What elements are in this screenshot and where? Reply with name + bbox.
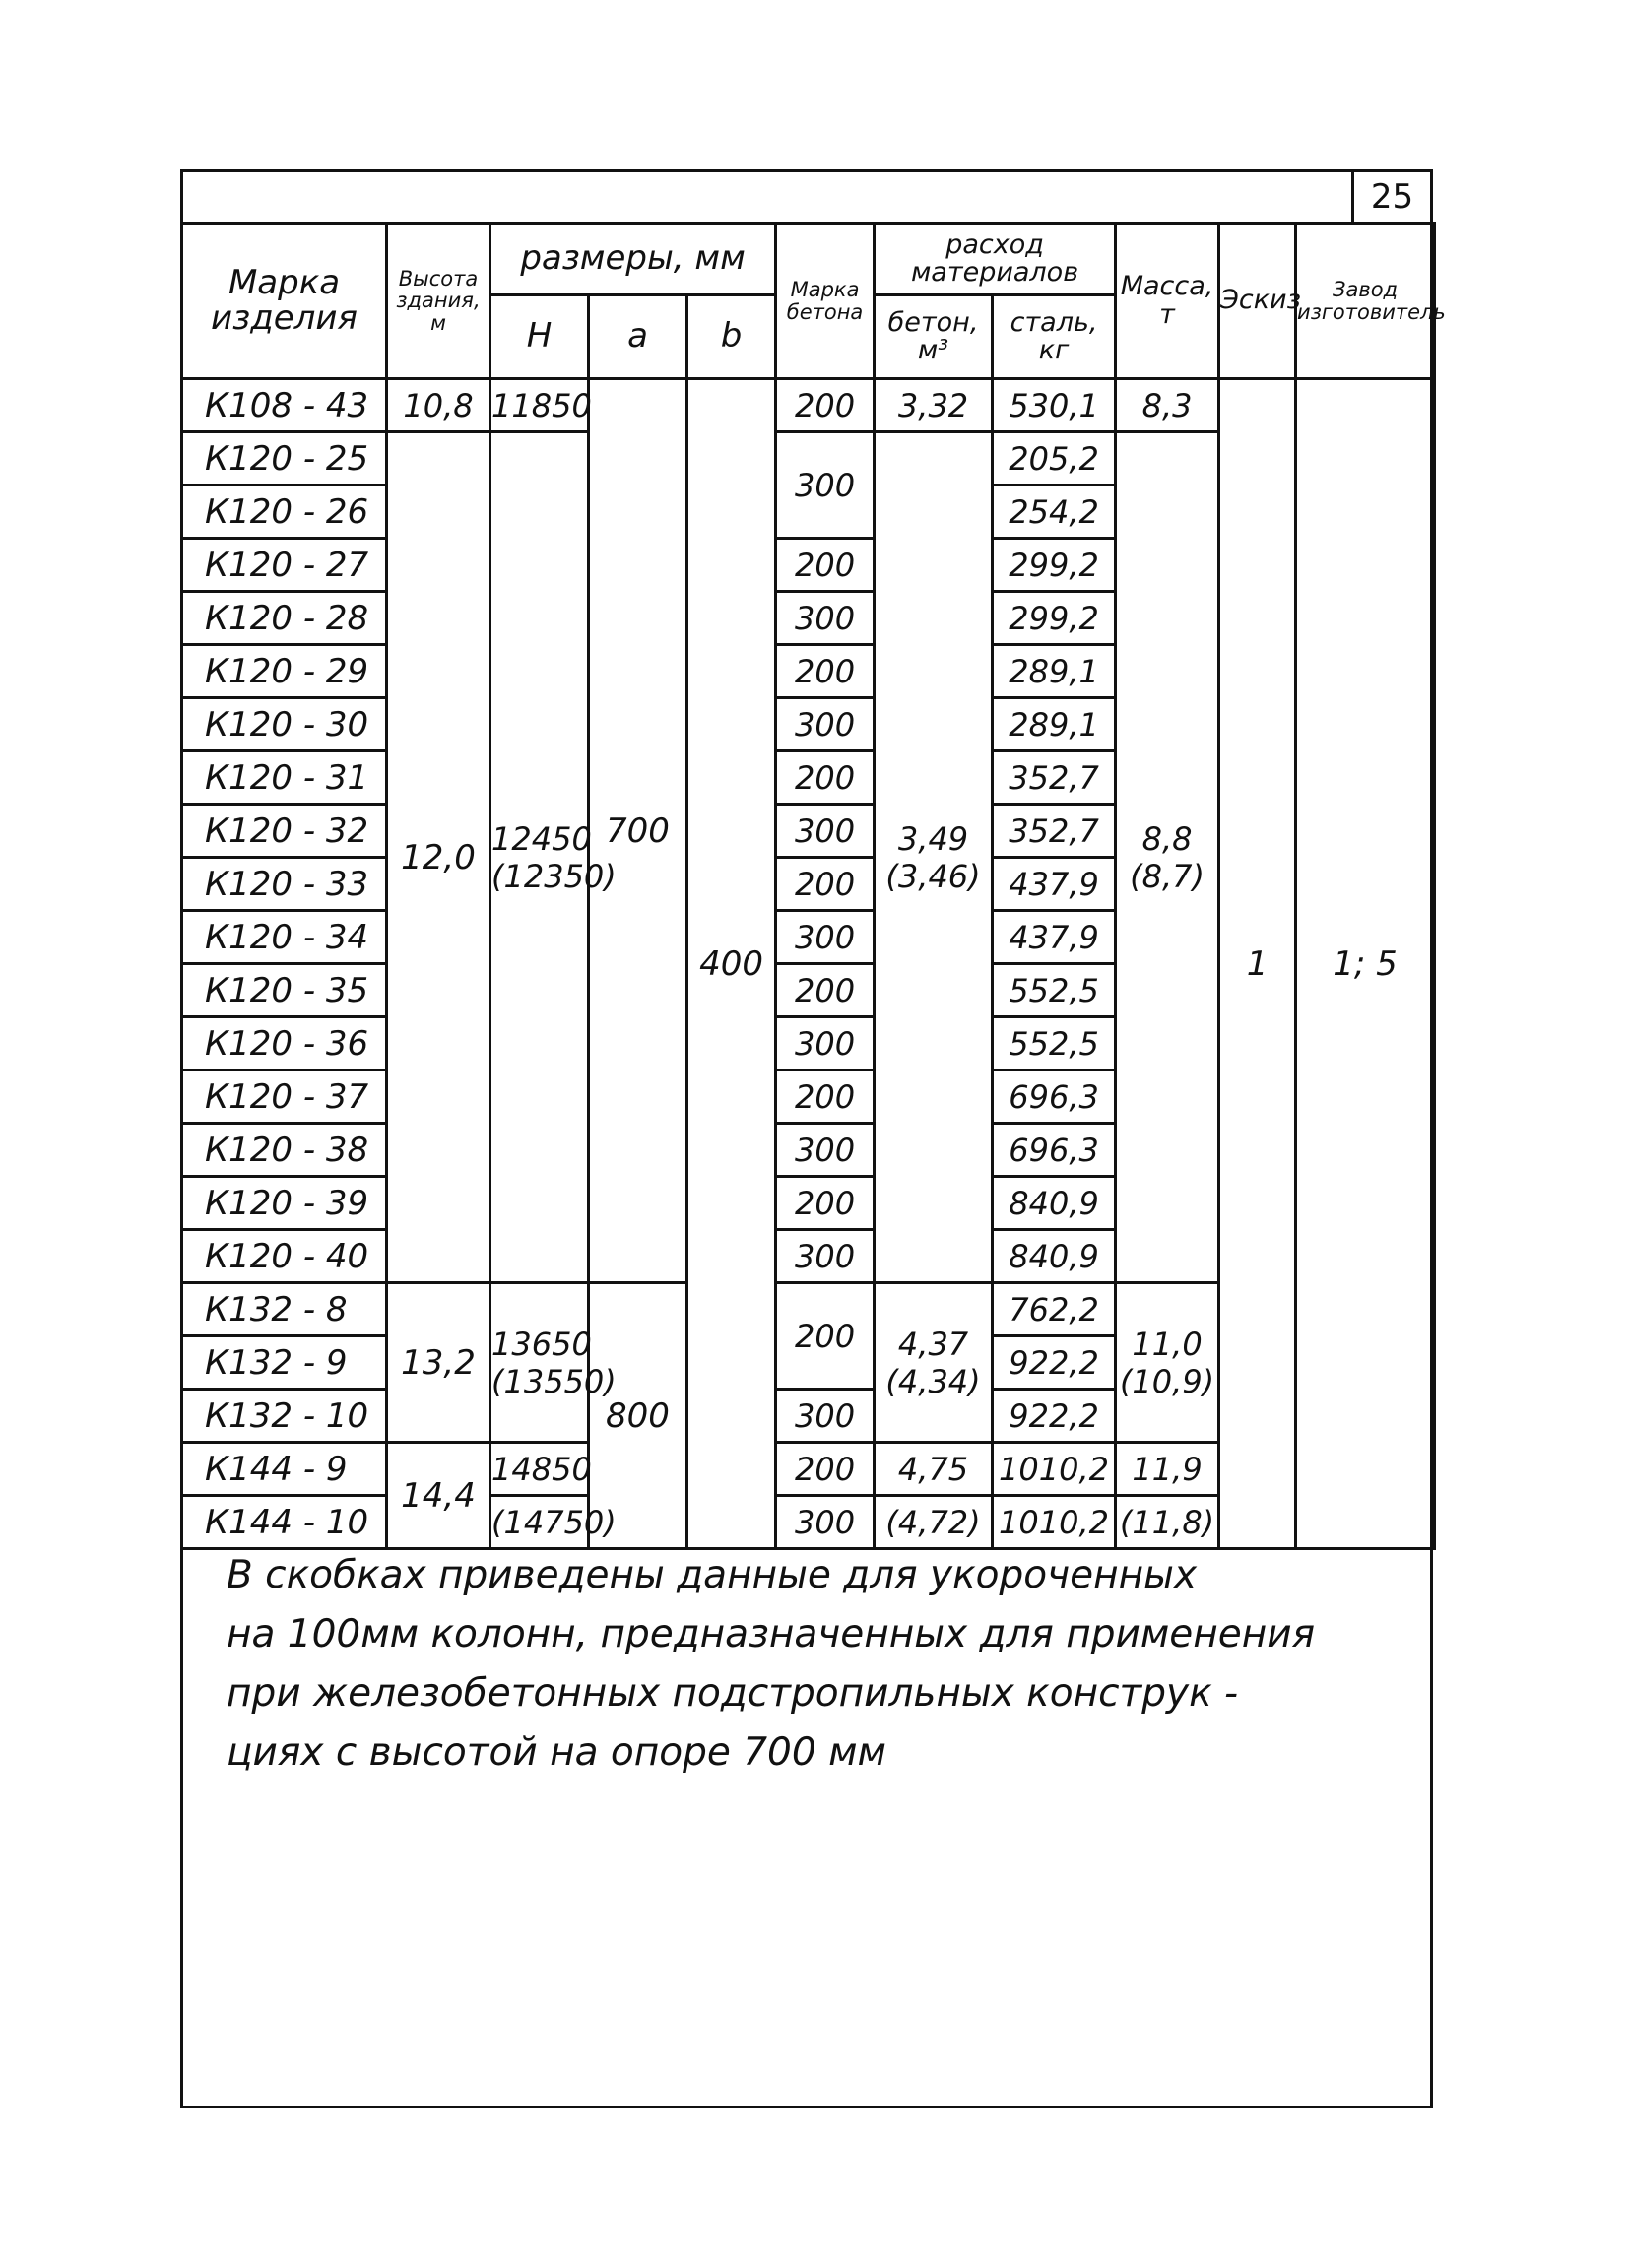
mark-cell: К120 - 37 — [182, 1070, 387, 1124]
steel-cell: 1010,2 — [993, 1443, 1116, 1496]
concrete-grade-cell: 200 — [776, 1443, 875, 1496]
concrete-volume-cell: 4,75 — [875, 1443, 993, 1496]
header-dimensions: размеры, мм — [490, 224, 776, 295]
header-dim-h: Н — [490, 295, 589, 379]
steel-cell: 840,9 — [993, 1230, 1116, 1283]
mark-cell: К120 - 35 — [182, 964, 387, 1017]
mass-cell: (11,8) — [1116, 1496, 1219, 1549]
header-mass: Масса, т — [1116, 224, 1219, 379]
header-materials: расход материалов — [875, 224, 1116, 295]
manufacturer-cell: 1; 5 — [1296, 379, 1435, 1549]
concrete-grade-cell: 300 — [776, 911, 875, 964]
height-cell: 10,8 — [387, 379, 490, 432]
concrete-grade-cell: 300 — [776, 1496, 875, 1549]
mark-cell: К120 - 32 — [182, 805, 387, 858]
mark-cell: К120 - 25 — [182, 432, 387, 486]
steel-cell: 437,9 — [993, 858, 1116, 911]
concrete-grade-cell: 200 — [776, 964, 875, 1017]
mark-cell: К120 - 39 — [182, 1177, 387, 1230]
mark-cell: К120 - 36 — [182, 1017, 387, 1070]
mark-cell: К120 - 30 — [182, 698, 387, 751]
steel-cell: 530,1 — [993, 379, 1116, 432]
header-dim-a: а — [589, 295, 687, 379]
steel-cell: 922,2 — [993, 1390, 1116, 1443]
mass-cell: 8,8 (8,7) — [1116, 432, 1219, 1283]
steel-cell: 254,2 — [993, 486, 1116, 539]
footnote-line: при железобетонных подстропильных конструк - — [227, 1671, 1239, 1716]
concrete-grade-cell: 200 — [776, 379, 875, 432]
height-cell: 12,0 — [387, 432, 490, 1283]
steel-cell: 696,3 — [993, 1124, 1116, 1177]
dim-h-cell: 12450 (12350) — [490, 432, 589, 1283]
steel-cell: 840,9 — [993, 1177, 1116, 1230]
steel-cell: 289,1 — [993, 698, 1116, 751]
mark-cell: К120 - 33 — [182, 858, 387, 911]
steel-cell: 437,9 — [993, 911, 1116, 964]
footnote — [227, 1546, 1408, 1782]
dim-h-cell: 14850 — [490, 1443, 589, 1496]
mark-cell: К120 - 29 — [182, 645, 387, 698]
concrete-grade-cell: 200 — [776, 1177, 875, 1230]
header-concrete-volume: бетон, м³ — [875, 295, 993, 379]
mass-cell: 11,9 — [1116, 1443, 1219, 1496]
dim-h-cell: (14750) — [490, 1496, 589, 1549]
concrete-grade-cell: 300 — [776, 1017, 875, 1070]
concrete-grade-cell: 200 — [776, 645, 875, 698]
steel-cell: 352,7 — [993, 751, 1116, 805]
mark-cell: К120 - 27 — [182, 539, 387, 592]
mark-cell: К132 - 9 — [182, 1336, 387, 1390]
concrete-grade-cell: 300 — [776, 592, 875, 645]
footnote-line: на 100мм колонн, предназначенных для применения — [227, 1612, 1316, 1656]
mark-cell: К120 - 34 — [182, 911, 387, 964]
concrete-grade-cell: 300 — [776, 1390, 875, 1443]
mark-cell: К120 - 38 — [182, 1124, 387, 1177]
steel-cell: 696,3 — [993, 1070, 1116, 1124]
steel-cell: 1010,2 — [993, 1496, 1116, 1549]
header-steel: сталь, кг — [993, 295, 1116, 379]
header-height: Высота здания, м — [387, 224, 490, 379]
footnote-line: В скобках приведены данные для укороченных — [227, 1553, 1198, 1597]
steel-cell: 299,2 — [993, 539, 1116, 592]
header-mark: Марка изделия — [182, 224, 387, 379]
mark-cell: К108 - 43 — [182, 379, 387, 432]
height-cell: 14,4 — [387, 1443, 490, 1549]
dim-a-cell: 700 — [589, 379, 687, 1283]
mark-cell: К120 - 26 — [182, 486, 387, 539]
mark-cell: К144 - 10 — [182, 1496, 387, 1549]
header-sketch: Эскиз — [1219, 224, 1296, 379]
steel-cell: 205,2 — [993, 432, 1116, 486]
steel-cell: 762,2 — [993, 1283, 1116, 1336]
steel-cell: 289,1 — [993, 645, 1116, 698]
steel-cell: 922,2 — [993, 1336, 1116, 1390]
sketch-cell: 1 — [1219, 379, 1296, 1549]
mark-cell: К132 - 10 — [182, 1390, 387, 1443]
concrete-volume-cell: 4,37 (4,34) — [875, 1283, 993, 1443]
concrete-volume-cell: (4,72) — [875, 1496, 993, 1549]
steel-cell: 552,5 — [993, 964, 1116, 1017]
concrete-grade-cell: 200 — [776, 858, 875, 911]
concrete-grade-cell: 200 — [776, 751, 875, 805]
steel-cell: 352,7 — [993, 805, 1116, 858]
concrete-grade-cell: 200 — [776, 1283, 875, 1390]
concrete-grade-cell: 300 — [776, 432, 875, 539]
steel-cell: 552,5 — [993, 1017, 1116, 1070]
concrete-grade-cell: 300 — [776, 1230, 875, 1283]
mass-cell: 8,3 — [1116, 379, 1219, 432]
height-cell: 13,2 — [387, 1283, 490, 1443]
mark-cell: К144 - 9 — [182, 1443, 387, 1496]
steel-cell: 299,2 — [993, 592, 1116, 645]
concrete-grade-cell: 300 — [776, 805, 875, 858]
header-concrete-grade: Марка бетона — [776, 224, 875, 379]
footnote-line: циях с высотой на опоре 700 мм — [227, 1730, 886, 1775]
mark-cell: К120 - 31 — [182, 751, 387, 805]
header-manufacturer: Завод изготовитель — [1296, 224, 1435, 379]
dim-h-cell: 13650 (13550) — [490, 1283, 589, 1443]
mark-cell: К120 - 28 — [182, 592, 387, 645]
page-number: 25 — [1351, 172, 1430, 222]
mark-cell: К120 - 40 — [182, 1230, 387, 1283]
dim-a-cell: 800 — [589, 1283, 687, 1549]
concrete-grade-cell: 200 — [776, 539, 875, 592]
mass-cell: 11,0 (10,9) — [1116, 1283, 1219, 1443]
concrete-volume-cell: 3,32 — [875, 379, 993, 432]
specification-table — [180, 222, 1446, 1550]
header-dim-b: b — [687, 295, 776, 379]
mark-cell: К132 - 8 — [182, 1283, 387, 1336]
concrete-grade-cell: 200 — [776, 1070, 875, 1124]
concrete-volume-cell: 3,49 (3,46) — [875, 432, 993, 1283]
concrete-grade-cell: 300 — [776, 698, 875, 751]
dim-h-cell: 11850 — [490, 379, 589, 432]
dim-b-cell: 400 — [687, 379, 776, 1549]
concrete-grade-cell: 300 — [776, 1124, 875, 1177]
table-row — [182, 379, 1435, 432]
